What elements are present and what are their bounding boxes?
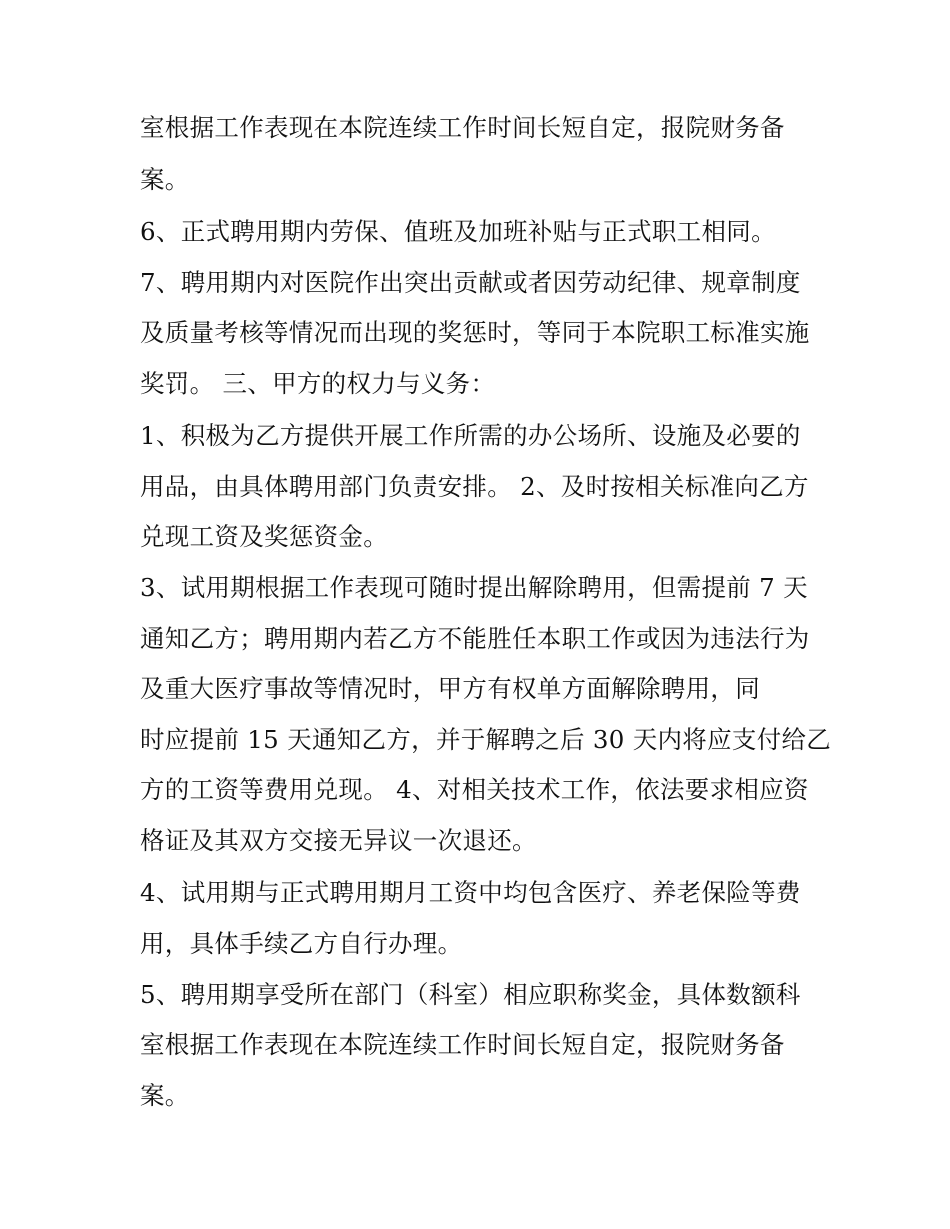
text-line: 5、聘用期享受所在部门（科室）相应职称奖金，具体数额科: [140, 980, 801, 1009]
text-line: 通知乙方；聘用期内若乙方不能胜任本职工作或因为违法行为: [140, 624, 810, 653]
text-line: 用，具体手续乙方自行办理。: [140, 929, 463, 958]
text-line: 7、聘用期内对医院作出突出贡献或者因劳动纪律、规章制度: [140, 268, 801, 297]
text-line: 时应提前 15 天通知乙方，并于解聘之后 30 天内将应支付给乙: [140, 725, 832, 754]
text-line: 案。: [140, 165, 190, 194]
text-line: 案。: [140, 1081, 190, 1110]
text-line: 兑现工资及奖惩资金。: [140, 522, 388, 551]
text-line: 及重大医疗事故等情况时，甲方有权单方面解除聘用，同: [140, 674, 760, 703]
text-line: 3、试用期根据工作表现可随时提出解除聘用，但需提前 7 天: [140, 573, 808, 602]
text-line: 室根据工作表现在本院连续工作时间长短自定，报院财务备: [140, 1030, 785, 1059]
text-line: 6、正式聘用期内劳保、值班及加班补贴与正式职工相同。: [140, 217, 776, 246]
text-line: 室根据工作表现在本院连续工作时间长短自定，报院财务备: [140, 113, 785, 142]
text-line: 4、试用期与正式聘用期月工资中均包含医疗、养老保险等费: [140, 878, 801, 907]
text-line: 格证及其双方交接无异议一次退还。: [140, 826, 537, 855]
text-line: 方的工资等费用兑现。 4、对相关技术工作，依法要求相应资: [140, 775, 809, 804]
text-line: 1、积极为乙方提供开展工作所需的办公场所、设施及必要的: [140, 421, 801, 450]
text-line: 及质量考核等情况而出现的奖惩时，等同于本院职工标准实施: [140, 318, 810, 347]
text-line: 用品，由具体聘用部门负责安排。 2、及时按相关标准向乙方: [140, 472, 809, 501]
text-line: 奖罚。 三、甲方的权力与义务：: [140, 369, 496, 398]
